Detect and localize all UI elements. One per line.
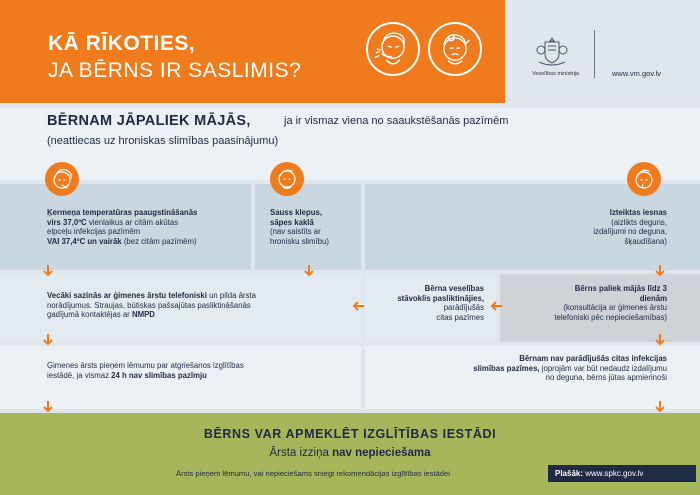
runny-l3: izdalījumi no deguna, — [593, 227, 667, 236]
parents-l3b: NMPD — [131, 310, 155, 319]
footer-subtitle — [0, 447, 700, 459]
arrow-down-icon — [654, 333, 666, 345]
stays-l3: (konsultācija ar ģimenes ārstu — [563, 303, 667, 312]
stays-l1b: mājās līdz 3 — [621, 284, 667, 293]
ministry-name: Veselības ministrija — [532, 71, 580, 77]
arrow-down-icon — [654, 400, 666, 412]
parents-l1b: un pilda ārsta — [206, 291, 256, 300]
runny-l2: (aizlikts deguns, — [611, 217, 667, 227]
intro-note: (neattiecas uz hroniskas slimības paasinājumu) — [47, 135, 279, 147]
intro-title: BĒRNAM JĀPALIEK MĀJĀS, — [47, 113, 251, 129]
title-line-1: KĀ RĪKOTIES, — [48, 32, 196, 55]
more-info-link[interactable] — [548, 465, 696, 482]
nosigns-l2a: slimības pazīmes, — [473, 363, 540, 373]
fever-icon — [45, 162, 79, 196]
arrow-down-icon — [42, 333, 54, 345]
more-label: Plašāk: — [555, 469, 584, 478]
fever-l2b: vienlaikus ar citām akūtas — [86, 217, 179, 227]
cough-l2: sāpes kaklā — [270, 217, 314, 227]
runny-l1: Izteiktas iesnas — [609, 208, 667, 217]
coat-of-arms-logo — [535, 36, 569, 68]
fever-l4a: VAI 37,4ºC un vairāk — [47, 236, 122, 246]
more-site: www.spkc.gov.lv — [583, 469, 644, 478]
nosigns-l1: Bērnam nav parādījušās citas infekcijas — [519, 354, 667, 363]
parents-l2: norādījumus. Straujas, būtiskas pašsajūtas pasliktināšanās — [47, 300, 251, 310]
fever-l4b: (bez citām pazīmēm) — [121, 236, 197, 246]
doctor-text — [47, 361, 244, 380]
stays-l4: telefoniski pēc nepieciešamības) — [554, 312, 667, 322]
doctor-l1: Ģimenes ārsts pieņem lēmumu par atgriešanos izglītības — [47, 361, 244, 370]
fever-l2a: virs 37,0ºC — [47, 217, 87, 227]
page-title — [48, 30, 301, 84]
doctor-l2a: iestādē, ja vismaz — [47, 370, 112, 380]
runny-l4: šķaudīšana) — [624, 236, 667, 246]
runny-nose-icon — [627, 162, 661, 196]
footer-note: Ārsts pieņem lēmumu, vai nepieciešams sniegt rekomendācijas izglītības iestādei — [176, 469, 450, 478]
stays-l1a: Bērns paliek — [574, 284, 622, 293]
intro-condition: ja ir vismaz viena no saaukstēšanās pazīmēm — [284, 115, 509, 127]
arrow-down-icon — [654, 264, 666, 276]
worse-l3: parādījušās — [443, 303, 484, 312]
header-divider — [594, 30, 595, 78]
parents-text — [47, 291, 256, 320]
nosigns-l3: no deguna, bērns jūtas apmierinoši — [545, 373, 667, 382]
doctor-l2b: 24 h nav slimības pazīmju — [111, 370, 207, 380]
cough-l4: hronisku slimību) — [270, 236, 329, 246]
worse-l4: citas pazīmes — [436, 312, 484, 322]
arrow-left-icon — [352, 299, 364, 311]
sick-child-face-icon — [428, 22, 482, 76]
no-signs-text — [420, 354, 667, 383]
nosigns-l2b: joprojām var būt nedaudz izdalījumu — [539, 363, 667, 373]
cough-l1: Sauss klepus, — [270, 208, 323, 217]
cough-icon — [270, 162, 304, 196]
footer-sub-a: Ārsta izziņa — [269, 447, 333, 459]
worse-text — [376, 284, 484, 322]
cough-l3: (nav saistīts ar — [270, 227, 321, 236]
fever-text — [47, 208, 197, 246]
sneezing-child-face-icon — [366, 22, 420, 76]
stays-home-text — [512, 284, 667, 322]
title-line-2: JA BĒRNS IR SASLIMIS? — [48, 59, 302, 82]
footer-sub-b: nav nepieciešama — [332, 447, 431, 459]
arrow-down-icon — [42, 264, 54, 276]
runny-text — [540, 208, 667, 246]
stays-l2: dienām — [639, 293, 667, 303]
parents-l3a: gadījumā kontaktējas ar — [47, 310, 132, 319]
footer-title: BĒRNS VAR APMEKLĒT IZGLĪTĪBAS IESTĀDI — [203, 427, 497, 441]
fever-l1: Ķermeņa temperatūras paaugstināšanās — [47, 208, 198, 217]
arrow-left-icon — [490, 299, 502, 311]
worse-l1: Bērna veselības — [424, 284, 484, 293]
ministry-website: www.vm.gov.lv — [612, 69, 662, 78]
arrow-down-icon — [303, 264, 315, 276]
worse-l2: stāvoklis pasliktinājies, — [397, 293, 484, 303]
arrow-down-icon — [42, 400, 54, 412]
cough-text — [270, 208, 329, 246]
parents-l1a: Vecāki sazinās ar ģimenes ārstu telefoniski — [47, 291, 207, 300]
fever-l3: elpceļu infekcijas pazīmēm — [47, 227, 141, 236]
